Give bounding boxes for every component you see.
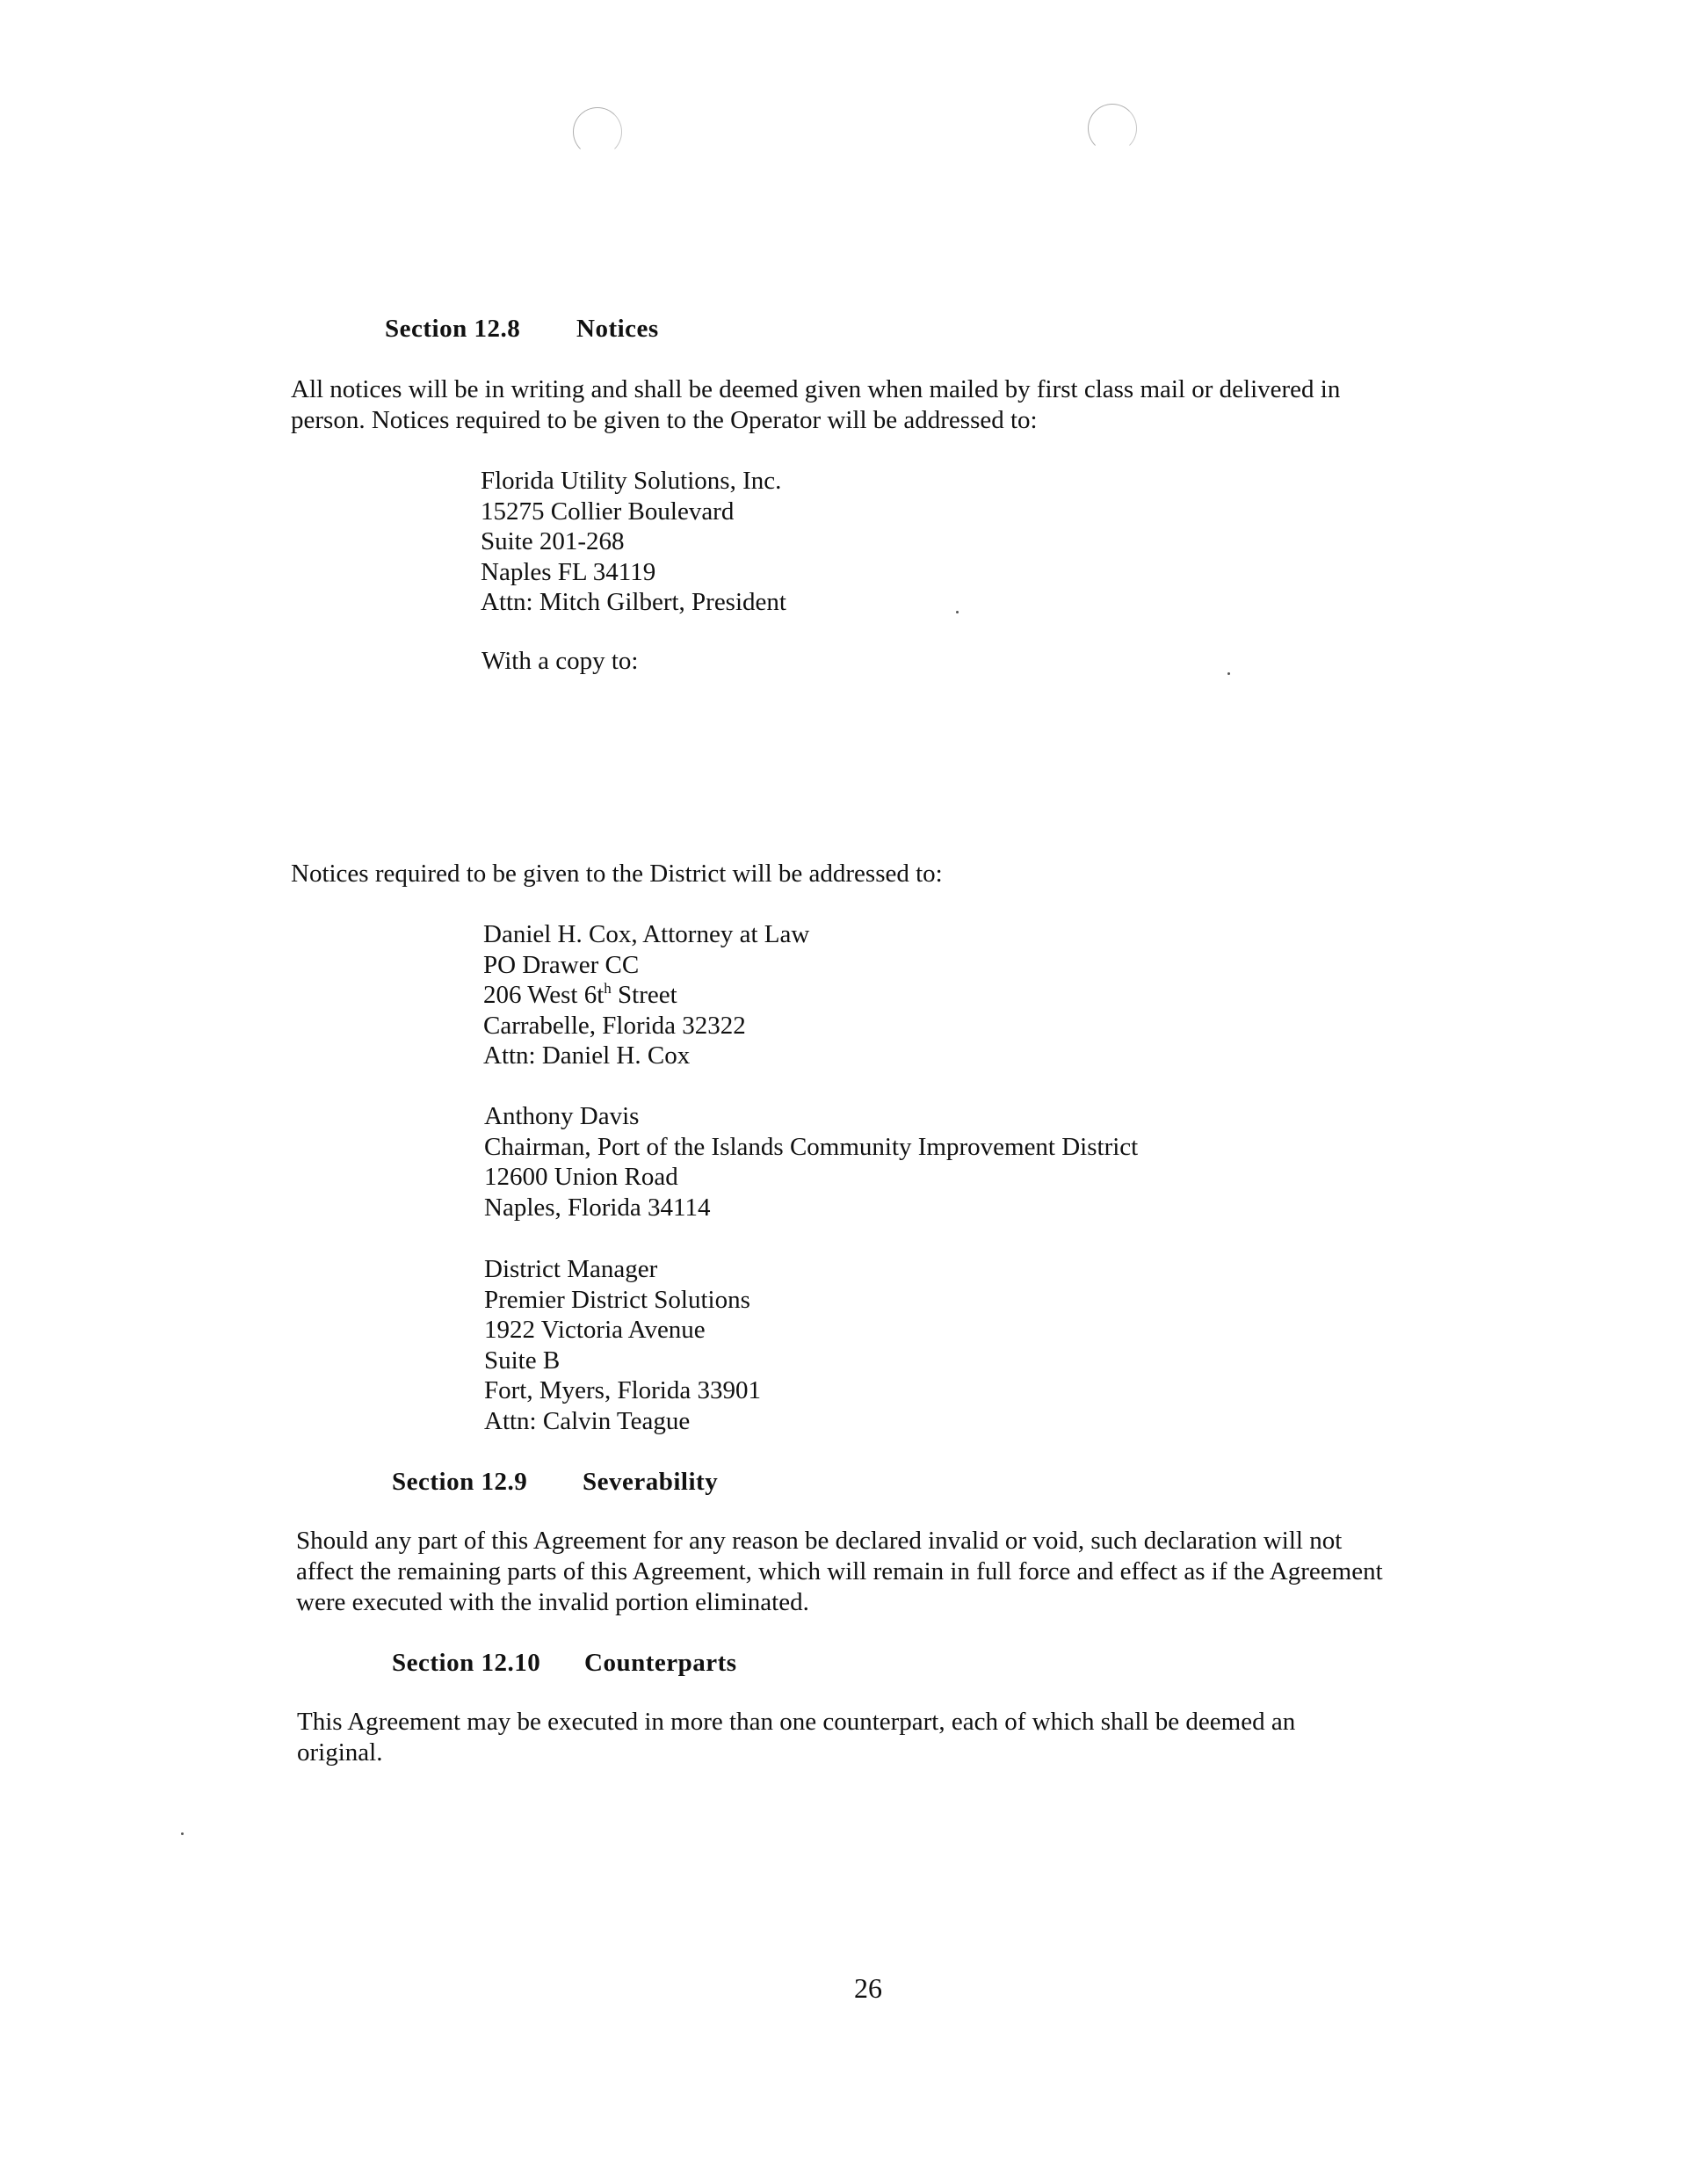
address-line: Attn: Calvin Teague (484, 1406, 691, 1435)
address-line: Chairman, Port of the Islands Community Improvement District (484, 1132, 1139, 1161)
paragraph-line: This Agreement may be executed in more than one counterpart, each of which shall be deemed an (297, 1708, 1296, 1736)
district-address-manager (484, 1254, 761, 1436)
section-number: Section 12.8 (385, 315, 521, 343)
address-line: Fort, Myers, Florida 33901 (484, 1376, 761, 1404)
address-line: 15275 Collier Boulevard (481, 497, 735, 526)
section-12-9-heading (392, 1468, 719, 1497)
section-12-10-heading (392, 1649, 737, 1678)
district-address-chairman (484, 1101, 1138, 1223)
address-line (483, 980, 809, 1011)
severability-paragraph (296, 1526, 1383, 1618)
address-line: Naples FL 34119 (481, 557, 656, 586)
address-line: PO Drawer CC (483, 950, 640, 979)
section-title: Severability (583, 1468, 719, 1496)
notices-intro-paragraph (291, 374, 1340, 436)
section-12-8-heading (385, 315, 659, 344)
punch-hole-right (1088, 104, 1137, 153)
paragraph-line: were executed with the invalid portion eliminated. (296, 1588, 809, 1616)
section-number: Section 12.9 (392, 1468, 528, 1496)
copy-to-label: With a copy to: (481, 647, 639, 675)
section-title: Notices (576, 315, 659, 343)
address-line: 12600 Union Road (484, 1163, 678, 1191)
address-line: Anthony Davis (484, 1102, 640, 1130)
address-line: Suite B (484, 1346, 561, 1375)
address-line: Premier District Solutions (484, 1285, 750, 1314)
section-title: Counterparts (584, 1649, 737, 1677)
address-line-suffix: Street (611, 981, 677, 1009)
address-line: District Manager (484, 1255, 658, 1283)
paragraph-line: person. Notices required to be given to the Operator will be addressed to: (291, 406, 1038, 434)
address-line: Daniel H. Cox, Attorney at Law (483, 920, 810, 948)
address-line: Attn: Mitch Gilbert, President (481, 588, 786, 616)
scan-speck (181, 1832, 184, 1835)
address-line: Attn: Daniel H. Cox (483, 1041, 691, 1070)
scan-speck (1227, 672, 1230, 675)
address-line-prefix: 206 West 6t (483, 981, 605, 1009)
paragraph-line: Should any part of this Agreement for any reason be declared invalid or void, such declaration will not (296, 1527, 1343, 1555)
paragraph-line: original. (297, 1738, 383, 1767)
scan-speck (956, 611, 959, 613)
address-line: 1922 Victoria Avenue (484, 1316, 706, 1344)
punch-hole-left (573, 107, 622, 156)
operator-address-block (481, 466, 786, 618)
counterparts-paragraph (297, 1707, 1295, 1768)
address-line: Naples, Florida 34114 (484, 1193, 711, 1222)
paragraph-line: affect the remaining parts of this Agreement, which will remain in full force and effect as if the Agreement (296, 1557, 1383, 1585)
section-number: Section 12.10 (392, 1649, 541, 1677)
address-line: Florida Utility Solutions, Inc. (481, 467, 782, 495)
address-line: Suite 201-268 (481, 527, 625, 555)
district-address-attorney (483, 919, 809, 1071)
ordinal-suffix: h (604, 980, 612, 997)
district-notices-intro: Notices required to be given to the District will be addressed to: (291, 860, 943, 888)
address-line: Carrabelle, Florida 32322 (483, 1011, 746, 1040)
page-number: 26 (854, 1972, 882, 2004)
paragraph-line: All notices will be in writing and shall be deemed given when mailed by first class mail or delivered in (291, 375, 1341, 403)
